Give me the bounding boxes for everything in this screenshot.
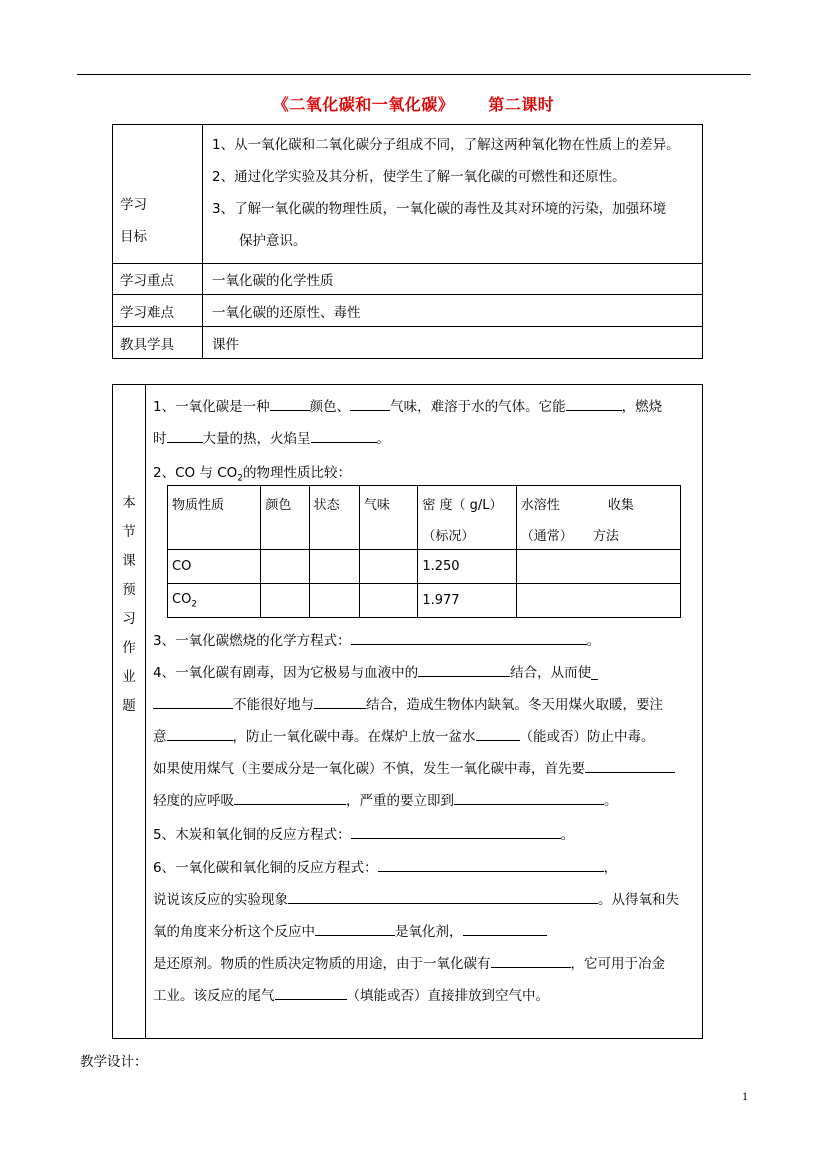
q6-blank-4[interactable] — [463, 921, 547, 936]
side-char-4: 预 — [122, 582, 136, 598]
q5-blank[interactable] — [351, 824, 561, 839]
goal-item-3: 3、了解一氧化碳的物理性质，一氧化碳的毒性及其对环境的污染，加强环境 — [212, 201, 667, 217]
q6-line-4: 是还原剂。物质的性质决定物质的用途，由于一氧化碳有 ，它可用于冶金 — [153, 952, 665, 972]
q1-blank-3[interactable] — [566, 396, 622, 411]
cell-co-state[interactable] — [309, 550, 359, 584]
goal-item-3-cont: 保护意识。 — [239, 233, 307, 249]
page-number: 1 — [742, 1089, 748, 1103]
title-sub: 第二课时 — [488, 95, 555, 114]
key-point-label: 学习重点 — [113, 264, 203, 295]
q4-blank-5[interactable] — [476, 726, 520, 741]
q6-blank-2[interactable] — [288, 889, 598, 904]
side-char-8: 题 — [122, 698, 136, 714]
cell-co-solubility[interactable] — [516, 550, 680, 584]
goal-list-cell — [203, 125, 703, 264]
col-solubility-collect: 水溶性 收集 （通常） 方法 — [516, 486, 680, 550]
title-main: 《二氧化碳和一氧化碳》 — [272, 95, 455, 114]
cell-co2-state[interactable] — [309, 584, 359, 618]
q1-line-2: 时 大量的热，火焰呈 。 — [153, 427, 390, 447]
col-color: 颜色 — [261, 486, 309, 550]
preview-homework-box — [112, 384, 703, 1039]
q4-blank-3[interactable] — [314, 694, 366, 709]
q4-blank-8[interactable] — [454, 790, 604, 805]
cell-co-color[interactable] — [261, 550, 309, 584]
q4-blank-4[interactable] — [167, 726, 233, 741]
top-rule — [77, 74, 751, 75]
side-label — [113, 489, 145, 721]
q4-blank-2[interactable] — [153, 694, 233, 709]
side-char-2: 节 — [122, 524, 136, 540]
goal-label-line-1: 学习 — [120, 197, 147, 213]
q4-line-3: 意 ，防止一氧化碳中毒。在煤炉上放一盆水 （能或否）防止中毒。 — [153, 725, 655, 745]
side-char-7: 业 — [122, 669, 136, 685]
table-row-co — [168, 550, 681, 584]
teaching-design-label: 教学设计： — [80, 1054, 148, 1070]
cell-co2-color[interactable] — [261, 584, 309, 618]
q4-line-5: 轻度的应呼吸 ，严重的要立即到 。 — [153, 789, 618, 809]
comparison-table — [167, 485, 681, 618]
col-smell: 气味 — [359, 486, 417, 550]
col-property: 物质性质 — [168, 486, 261, 550]
q6-line-2: 说说该反应的实验现象 。从得氧和失 — [153, 888, 679, 908]
col-density: 密 度（ g/L） （标况） — [418, 486, 516, 550]
q4-blank-6[interactable] — [585, 758, 675, 773]
key-point-value: 一氧化碳的化学性质 — [203, 264, 703, 295]
q1-blank-1[interactable] — [270, 396, 310, 411]
q3-blank[interactable] — [351, 630, 587, 645]
q6-blank-1[interactable] — [378, 857, 604, 872]
q4-blank-1[interactable] — [418, 662, 510, 677]
q1-blank-4[interactable] — [167, 428, 203, 443]
q6-blank-6[interactable] — [275, 985, 347, 1000]
side-char-5: 习 — [122, 611, 136, 627]
goal-item-2: 2、通过化学实验及其分析，使学生了解一氧化碳的可燃性和还原性。 — [212, 169, 626, 185]
q5-line: 5、木炭和氧化铜的反应方程式： 。 — [153, 823, 574, 843]
objectives-table — [112, 124, 703, 359]
q6-line-5: 工业。该反应的尾气 （填能或否）直接排放到空气中。 — [153, 984, 549, 1004]
q6-line-3: 氧的角度来分析这个反应中 是氧化剂， — [153, 920, 547, 940]
cell-co-smell[interactable] — [359, 550, 417, 584]
cell-co-density: 1.250 — [418, 550, 516, 584]
cell-substance-co2: $CO_2$ — [168, 584, 261, 618]
q3-line: 3、一氧化碳燃烧的化学方程式： 。 — [153, 629, 600, 649]
table-row-co2 — [168, 584, 681, 618]
difficulty-value: 一氧化碳的还原性、毒性 — [203, 295, 703, 327]
goal-label-cell — [113, 125, 203, 264]
q6-blank-5[interactable] — [491, 953, 571, 968]
side-char-3: 课 — [122, 553, 136, 569]
document-title — [0, 92, 827, 115]
side-char-6: 作 — [122, 640, 136, 656]
cell-co2-smell[interactable] — [359, 584, 417, 618]
q6-blank-3[interactable] — [315, 921, 395, 936]
q2-line: 2、CO 与 $CO_2$的物理性质比较： — [153, 465, 352, 484]
column-divider — [145, 385, 146, 1038]
col-state: 状态 — [309, 486, 359, 550]
q1-blank-5[interactable] — [311, 428, 377, 443]
teaching-aids-value: 课件 — [203, 327, 703, 359]
q4-line-1: 4、一氧化碳有剧毒，因为它极易与血液中的 结合，从而使_ — [153, 661, 598, 681]
cell-co2-density: 1.977 — [418, 584, 516, 618]
goal-label-line-2: 目标 — [120, 229, 147, 245]
difficulty-label: 学习难点 — [113, 295, 203, 327]
q4-blank-7[interactable] — [234, 790, 346, 805]
goal-item-1: 1、从一氧化碳和二氧化碳分子组成不同，了解这两种氧化物在性质上的差异。 — [212, 137, 680, 153]
q6-line-1: 6、一氧化碳和氧化铜的反应方程式： ， — [153, 856, 617, 876]
cell-substance-co: CO — [168, 550, 261, 584]
q1-blank-2[interactable] — [350, 396, 390, 411]
q4-line-4: 如果使用煤气（主要成分是一氧化碳）不慎，发生一氧化碳中毒，首先要 — [153, 757, 675, 777]
cell-co2-solubility[interactable] — [516, 584, 680, 618]
side-char-1: 本 — [122, 495, 136, 511]
q1-line-1: 1、一氧化碳是一种 颜色、 气味，难溶于水的气体。它能 ，燃烧 — [153, 395, 662, 415]
teaching-aids-label: 教具学具 — [113, 327, 203, 359]
q4-line-2: 不能很好地与 结合，造成生物体内缺氧。冬天用煤火取暖，要注 — [153, 693, 663, 713]
